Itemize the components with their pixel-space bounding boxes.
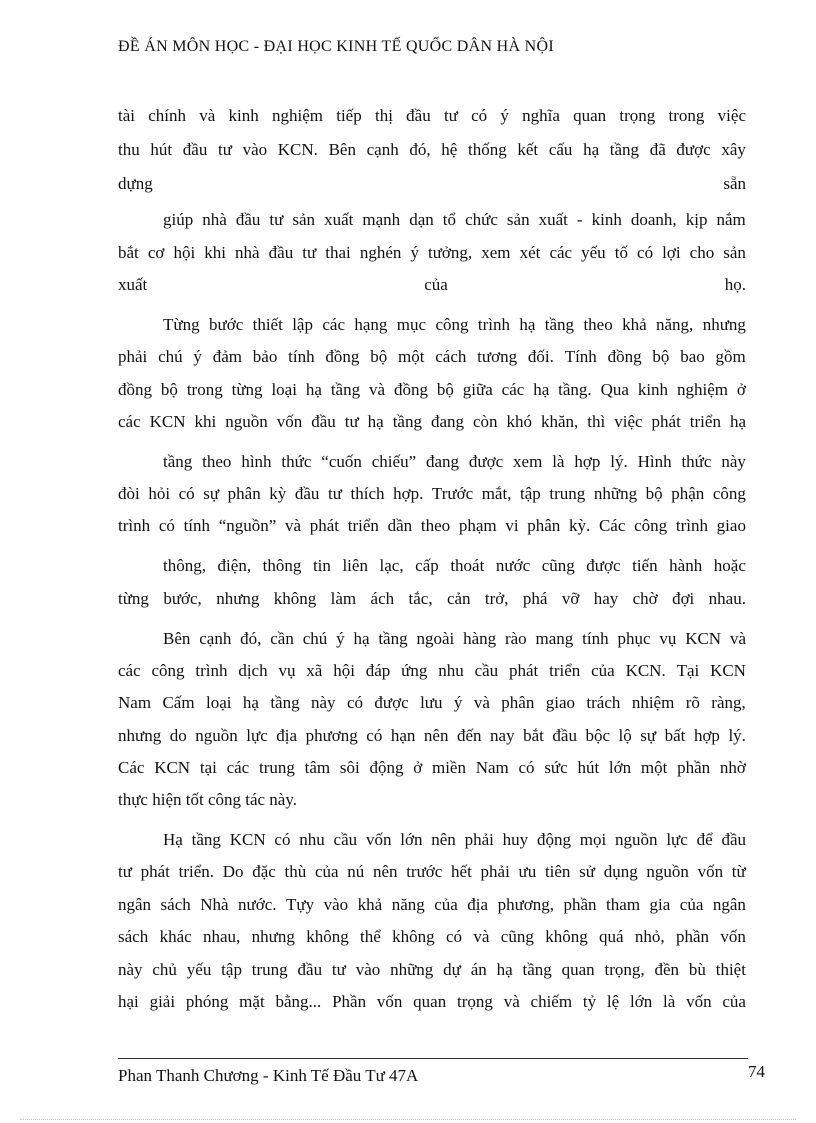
spread-word: dựng: [118, 174, 153, 193]
text-line: Các KCN tại các trung tâm sôi động ở miền Nam có sức hút lớn một phần nhờ: [118, 758, 746, 777]
spread-word: họ.: [724, 275, 746, 294]
page-bottom-dotted-border: [20, 1119, 796, 1120]
text-line: ngân sách Nhà nước. Tựy vào khả năng của địa phương, phần tham gia của ngân: [118, 895, 746, 914]
spread-word: xuất: [118, 275, 148, 294]
text-line: này chủ yếu tập trung đầu tư vào những dự án hạ tầng quan trọng, đền bù thiệt: [118, 960, 746, 979]
text-line: thông, điện, thông tin liên lạc, cấp thoát nước cũng được tiến hành hoặc: [163, 556, 746, 575]
page-header: ĐỀ ÁN MÔN HỌC - ĐẠI HỌC KINH TẾ QUỐC DÂN HÀ NỘI: [118, 38, 554, 55]
footer-author: Phan Thanh Chương - Kinh Tế Đầu Tư 47A: [118, 1066, 419, 1085]
text-line: tầng theo hình thức “cuốn chiếu” đang được xem là hợp lý. Hình thức này: [163, 452, 746, 471]
text-line: giúp nhà đầu tư sản xuất mạnh dạn tổ chức sản xuất - kinh doanh, kịp nắm: [163, 210, 746, 229]
spread-word: sẵn: [723, 174, 746, 193]
text-line: trình có tính “nguồn” và phát triển dần theo phạm vi phân kỳ. Các công trình giao: [118, 516, 746, 535]
text-line: nhưng do nguồn lực địa phương có hạn nên đến nay bắt đầu bộc lộ sự bất hợp lý.: [118, 726, 746, 745]
text-line: phải chú ý đảm bảo tính đồng bộ một cách tương đối. Tính đồng bộ bao gồm: [118, 347, 746, 366]
spread-text-line: [118, 274, 746, 296]
paragraph-first-line: Hạ tầng KCN có nhu cầu vốn lớn nên phải huy động mọi nguồn lực để đầu: [163, 830, 746, 849]
text-line: từng bước, nhưng không làm ách tắc, cản trở, phá vỡ hay chờ đợi nhau.: [118, 589, 746, 608]
text-line: các KCN khi nguồn vốn đầu tư hạ tầng đang còn khó khăn, thì việc phát triển hạ: [118, 412, 746, 431]
paragraph-first-line: Bên cạnh đó, cần chú ý hạ tầng ngoài hàng rào mang tính phục vụ KCN và: [163, 629, 746, 648]
text-line: Nam Cấm loại hạ tầng này có được lưu ý và phân giao trách nhiệm rõ ràng,: [118, 693, 746, 712]
page-number: 74: [748, 1062, 765, 1081]
text-line: bắt cơ hội khi nhà đầu tư thai nghén ý tưởng, xem xét các yếu tố có lợi cho sản: [118, 243, 746, 262]
paragraph-first-line: Từng bước thiết lập các hạng mục công trình hạ tầng theo khả năng, nhưng: [163, 315, 746, 334]
text-line: tài chính và kinh nghiệm tiếp thị đầu tư có ý nghĩa quan trọng trong việc: [118, 106, 746, 125]
spread-word: của: [424, 275, 448, 294]
spread-text-line: [118, 173, 746, 195]
text-line: thực hiện tốt công tác này.: [118, 790, 297, 809]
text-line: đồng bộ trong từng loại hạ tầng và đồng bộ giữa các hạ tầng. Qua kinh nghiệm ở: [118, 380, 746, 399]
text-line: tư phát triển. Do đặc thù của nú nên trước hết phải ưu tiên sử dụng nguồn vốn từ: [118, 862, 746, 881]
text-line: hại giải phóng mặt bằng... Phần vốn quan trọng và chiếm tỷ lệ lớn là vốn của: [118, 992, 746, 1011]
text-line: đòi hỏi có sự phân kỳ đầu tư thích hợp. Trước mắt, tập trung những bộ phận công: [118, 484, 746, 503]
text-line: các công trình dịch vụ xã hội đáp ứng nhu cầu phát triển của KCN. Tại KCN: [118, 661, 746, 680]
text-line: thu hút đầu tư vào KCN. Bên cạnh đó, hệ thống kết cấu hạ tầng đã được xây: [118, 140, 746, 159]
footer-divider: [118, 1058, 748, 1059]
text-line: sách khác nhau, nhưng không thể không có và cũng không quá nhỏ, phần vốn: [118, 927, 746, 946]
